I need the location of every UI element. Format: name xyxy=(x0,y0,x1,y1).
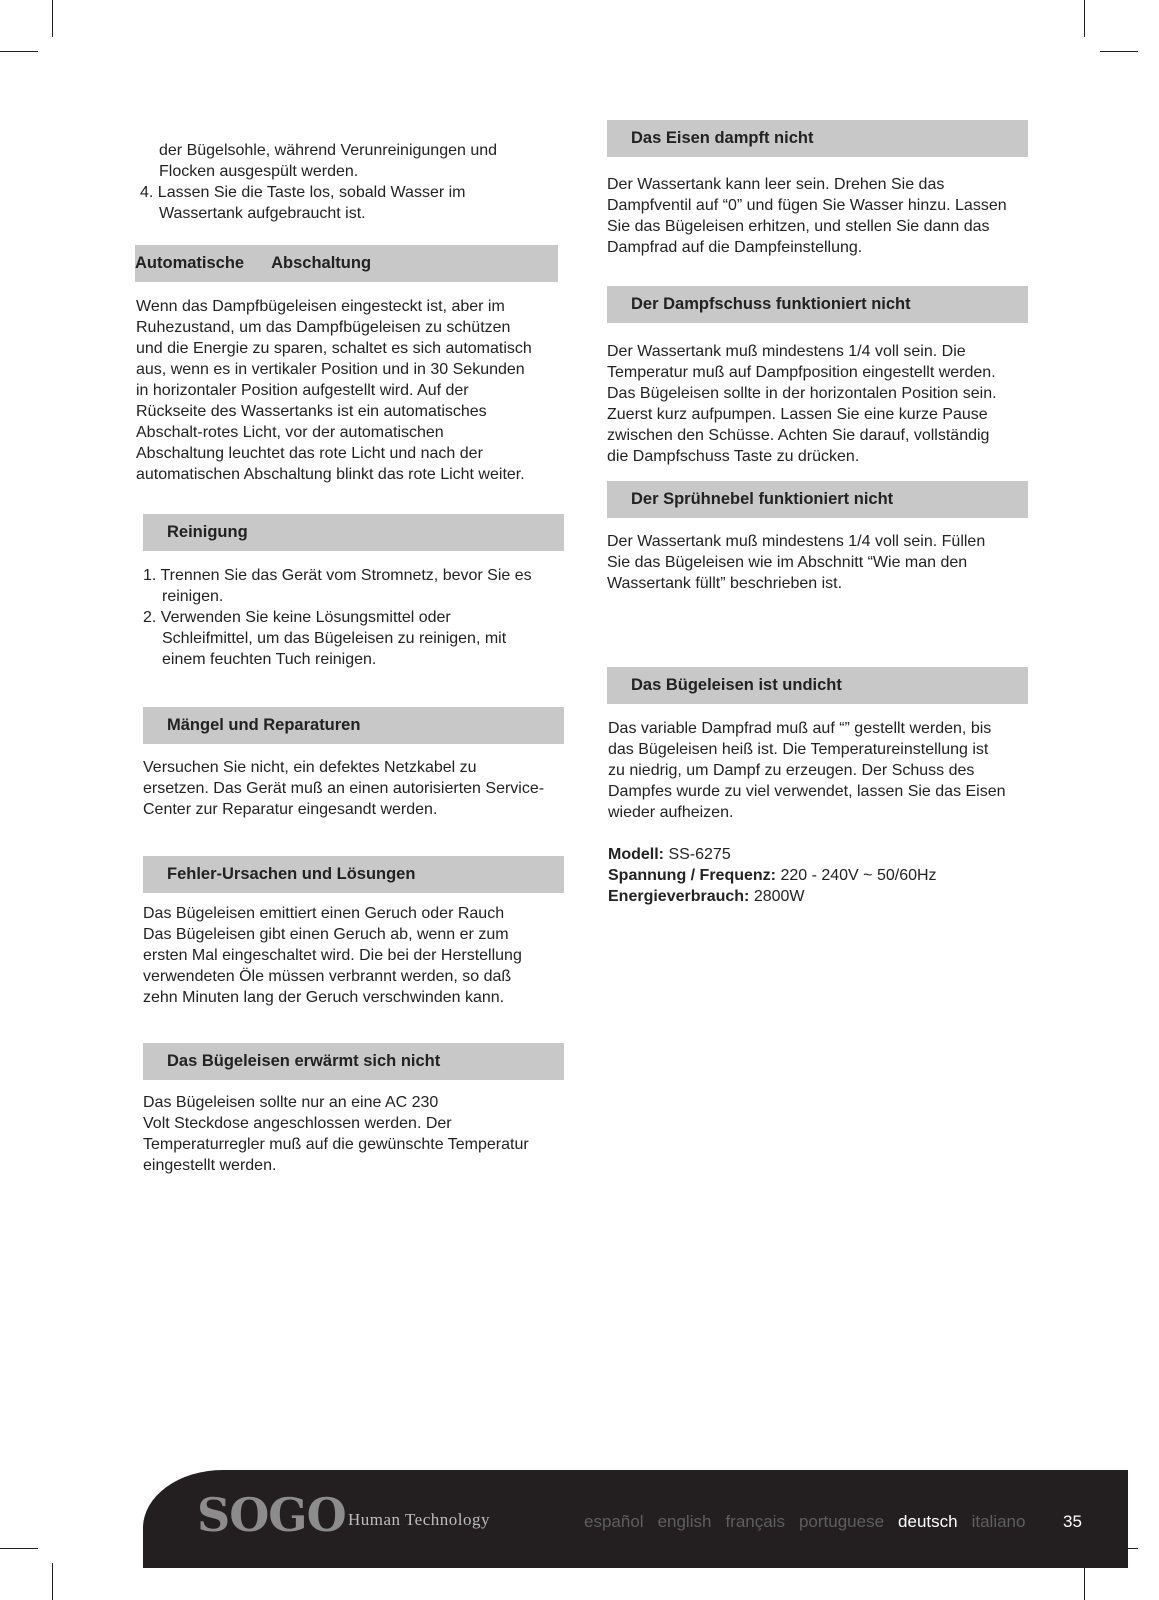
text-line: Das Bügeleisen gibt einen Geruch ab, wenn er zum xyxy=(143,926,509,943)
text-line: Das variable Dampfrad muß auf “” gestellt werden, bis xyxy=(608,720,992,737)
text-line: Dampfes wurde zu viel verwendet, lassen Sie das Eisen xyxy=(608,783,1006,800)
section-header-leaking: Das Bügeleisen ist undicht xyxy=(607,667,1028,704)
spec-value: 220 - 240V ~ 50/60Hz xyxy=(776,867,937,884)
text-line: ersten Mal eingeschaltet wird. Die bei der Herstellung xyxy=(143,947,522,964)
text-line: Center zur Reparatur eingesandt werden. xyxy=(143,801,438,818)
text-line: Abschalt-rotes Licht, vor der automatischen xyxy=(136,424,444,441)
text-line: ersetzen. Das Gerät muß an einen autorisierten Service- xyxy=(143,780,545,797)
text-line: Zuerst kurz aufpumpen. Lassen Sie eine kurze Pause xyxy=(607,406,988,423)
text-line: zwischen den Schüsse. Achten Sie darauf, vollständig xyxy=(607,427,990,444)
text-line: einem feuchten Tuch reinigen. xyxy=(162,651,377,668)
text-line: der Bügelsohle, während Verunreinigungen und xyxy=(159,142,498,159)
header-text: Abschaltung xyxy=(271,254,372,272)
spec-label: Spannung / Frequenz: xyxy=(608,867,776,884)
spec-voltage xyxy=(608,865,937,886)
text-line: Temperatur muß auf Dampfposition eingestellt werden. xyxy=(607,364,996,381)
troubleshooting-text xyxy=(143,903,522,1008)
text-line: Wassertank füllt” beschrieben ist. xyxy=(607,575,843,592)
intro-continuation xyxy=(140,140,497,224)
text-line: Versuchen Sie nicht, ein defektes Netzkabel zu xyxy=(143,759,477,776)
section-header-no-steam: Das Eisen dampft nicht xyxy=(607,120,1028,157)
text-line: Der Wassertank muß mindestens 1/4 voll sein. Füllen xyxy=(607,533,986,550)
sogo-logo: SOGO xyxy=(197,1488,346,1542)
specifications xyxy=(608,844,937,907)
spec-value: 2800W xyxy=(749,888,805,905)
text-line: Der Wassertank kann leer sein. Drehen Sie das xyxy=(607,176,945,193)
crop-mark xyxy=(1100,51,1138,52)
spray-text xyxy=(607,531,985,594)
text-line: Abschaltung leuchtet das rote Licht und nach der xyxy=(136,445,483,462)
text-line: Das Bügeleisen sollte in der horizontalen Position sein. xyxy=(607,385,997,402)
language-link-french[interactable]: français xyxy=(725,1512,785,1531)
text-line: Wassertank aufgebraucht ist. xyxy=(159,205,366,222)
text-line: automatischen Abschaltung blinkt das rote Licht weiter. xyxy=(136,466,525,483)
text-line: aus, wenn es in vertikaler Position und in 30 Sekunden xyxy=(136,361,525,378)
section-header-automatic-shutoff xyxy=(135,245,558,282)
language-link-english[interactable]: english xyxy=(657,1512,712,1531)
text-line: Temperaturregler muß auf die gewünschte Temperatur xyxy=(143,1136,529,1153)
text-line: die Dampfschuss Taste zu drücken. xyxy=(607,448,860,465)
crop-mark xyxy=(0,51,38,52)
crop-mark xyxy=(0,1548,38,1549)
crop-mark xyxy=(52,1563,53,1600)
text-line: wieder aufheizen. xyxy=(608,804,734,821)
leaking-text xyxy=(608,718,1006,823)
page-number: 35 xyxy=(1063,1512,1082,1531)
text-line: verwendeten Öle müssen verbrannt werden, so daß xyxy=(143,968,512,985)
no-steam-text xyxy=(607,174,1007,258)
crop-mark xyxy=(52,0,53,37)
section-header-defects: Mängel und Reparaturen xyxy=(143,707,564,744)
language-link-italian[interactable]: italiano xyxy=(971,1512,1026,1531)
text-line: Sie das Bügeleisen wie im Abschnitt “Wie man den xyxy=(607,554,968,571)
brand-tagline: Human Technology xyxy=(348,1510,490,1529)
text-line: Der Wassertank muß mindestens 1/4 voll sein. Die xyxy=(607,343,966,360)
section-header-no-heat: Das Bügeleisen erwärmt sich nicht xyxy=(143,1043,564,1080)
crop-mark xyxy=(1084,0,1085,37)
defects-text xyxy=(143,757,544,820)
header-text: Automatische xyxy=(135,254,245,272)
crop-mark xyxy=(1084,1563,1085,1600)
section-header-spray: Der Sprühnebel funktioniert nicht xyxy=(607,481,1028,518)
text-line: Dampfrad auf die Dampfeinstellung. xyxy=(607,239,863,256)
text-line: Das Bügeleisen sollte nur an eine AC 230 xyxy=(143,1094,439,1111)
text-line: Das Bügeleisen emittiert einen Geruch oder Rauch xyxy=(143,905,505,922)
language-nav xyxy=(584,1512,1039,1532)
language-link-german[interactable]: deutsch xyxy=(898,1512,958,1531)
text-line: Ruhezustand, um das Dampfbügeleisen zu schützen xyxy=(136,319,511,336)
text-line: 2. Verwenden Sie keine Lösungsmittel oder xyxy=(143,609,451,626)
text-line: Flocken ausgespült werden. xyxy=(159,163,359,180)
text-line: Volt Steckdose angeschlossen werden. Der xyxy=(143,1115,452,1132)
spec-label: Energieverbrauch: xyxy=(608,888,750,905)
text-line: eingestellt werden. xyxy=(143,1157,277,1174)
section-header-troubleshooting: Fehler-Ursachen und Lösungen xyxy=(143,856,564,893)
text-line: Wenn das Dampfbügeleisen eingesteckt ist, aber im xyxy=(136,298,505,315)
text-line: Rückseite des Wassertanks ist ein automatisches xyxy=(136,403,487,420)
text-line: 1. Trennen Sie das Gerät vom Stromnetz, bevor Sie es xyxy=(143,567,532,584)
spec-value: SS-6275 xyxy=(664,846,731,863)
text-line: in horizontaler Position aufgestellt wird. Auf der xyxy=(136,382,469,399)
text-line: und die Energie zu sparen, schaltet es sich automatisch xyxy=(136,340,532,357)
text-line: reinigen. xyxy=(162,588,224,605)
spec-model xyxy=(608,844,937,865)
text-line: Schleifmittel, um das Bügeleisen zu reinigen, mit xyxy=(162,630,507,647)
section-header-cleaning: Reinigung xyxy=(143,514,564,551)
spec-label: Modell: xyxy=(608,846,664,863)
section-header-steam-shot: Der Dampfschuss funktioniert nicht xyxy=(607,286,1028,323)
text-line: Dampfventil auf “0” und fügen Sie Wasser hinzu. Lassen xyxy=(607,197,1007,214)
language-link-portuguese[interactable]: portuguese xyxy=(798,1512,885,1531)
steam-shot-text xyxy=(607,341,997,467)
spec-power xyxy=(608,886,937,907)
language-link-spanish[interactable]: español xyxy=(584,1512,644,1531)
no-heat-text xyxy=(143,1092,529,1176)
text-line: zehn Minuten lang der Geruch verschwinden kann. xyxy=(143,989,505,1006)
cleaning-text xyxy=(143,565,532,670)
text-line: Sie das Bügeleisen erhitzen, und stellen Sie dann das xyxy=(607,218,990,235)
text-line: das Bügeleisen heiß ist. Die Temperatureinstellung ist xyxy=(608,741,989,758)
text-line: 4. Lassen Sie die Taste los, sobald Wasser im xyxy=(140,184,466,201)
text-line: zu niedrig, um Dampf zu erzeugen. Der Schuss des xyxy=(608,762,975,779)
automatic-shutoff-text xyxy=(136,296,532,485)
